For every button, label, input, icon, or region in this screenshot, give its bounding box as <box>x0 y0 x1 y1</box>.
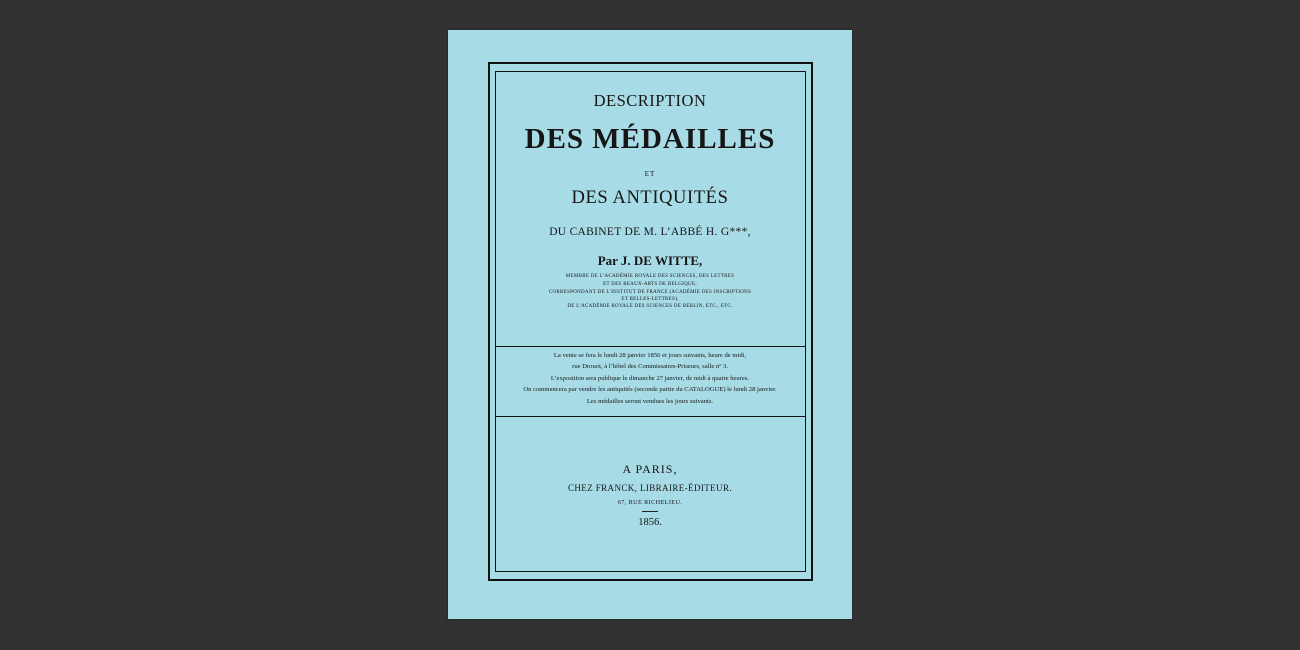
sale-notice-line: La vente se fera le lundi 28 janvier 1856 et jours suivants, heure de midi, <box>553 352 747 359</box>
author-credential: ET DES BEAUX-ARTS DE BELGIQUE, <box>603 282 697 287</box>
title-line-2: DES MÉDAILLES <box>524 123 776 155</box>
author-credential: CORRESPONDANT DE L’INSTITUT DE FRANCE (ACADÉMIE DES INSCRIPTIONS <box>548 290 752 295</box>
sale-notice-line: On commencera par vendre les antiquités (seconde partie du CATALOGUE) le lundi 28 janvier. <box>523 386 777 393</box>
title-conjunction: ET <box>644 170 656 178</box>
title-line-1: DESCRIPTION <box>593 91 707 110</box>
imprint-year: 1856. <box>638 517 662 528</box>
author-credential: DE L’ACADÉMIE ROYALE DES SCIENCES DE BERLIN, ETC., ETC. <box>567 304 733 309</box>
author-line: Par J. DE WITTE, <box>597 253 703 268</box>
imprint-address: 67, RUE RICHELIEU. <box>617 499 683 506</box>
sale-notice-line: L’exposition sera publique le dimanche 27 janvier, de midi à quatre heures. <box>550 375 750 382</box>
title-line-3: DES ANTIQUITÉS <box>571 188 729 208</box>
imprint-divider <box>642 511 658 512</box>
author-credential: ET BELLES-LETTRES), <box>621 297 679 302</box>
title-line-4: DU CABINET DE M. L’ABBÉ H. G***, <box>549 226 751 238</box>
title-page <box>448 30 852 619</box>
imprint-place: A PARIS, <box>622 462 678 476</box>
sale-notice-line: Les médailles seront vendues les jours suivants. <box>586 398 714 405</box>
imprint-publisher: CHEZ FRANCK, LIBRAIRE-ÉDITEUR. <box>568 483 732 493</box>
author-credential: MEMBRE DE L’ACADÉMIE ROYALE DES SCIENCES, DES LETTRES <box>565 274 735 279</box>
sale-notice-line: rue Drouot, à l’hôtel des Commissaires-Priseurs, salle nº 3. <box>572 363 728 370</box>
